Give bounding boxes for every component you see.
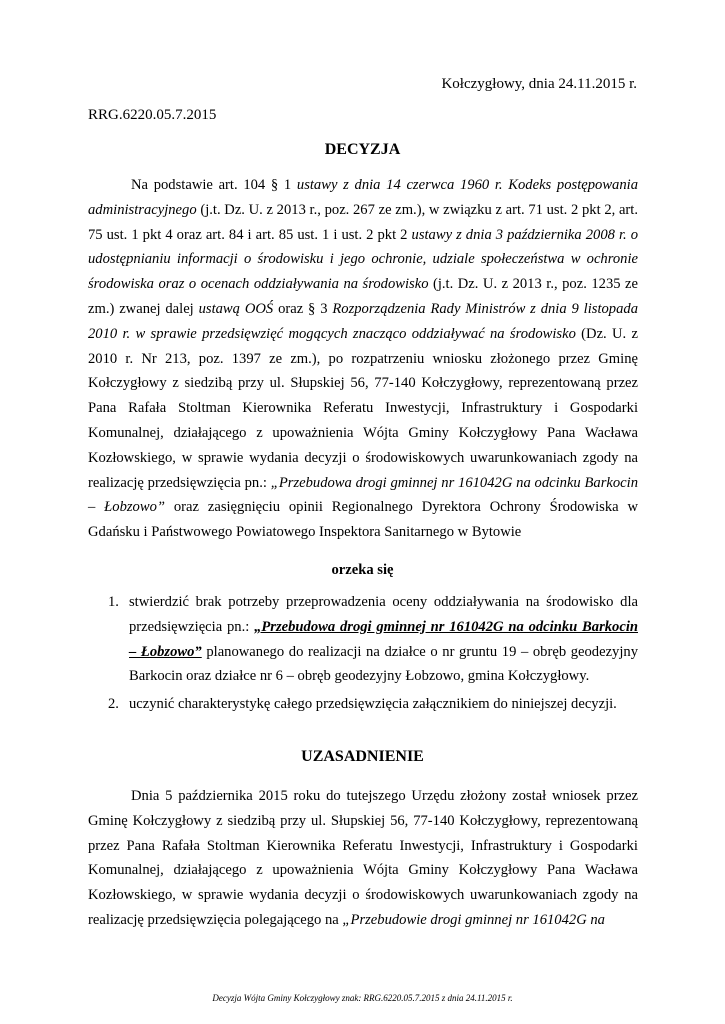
ruling-project-name: „Przebudowa drogi gminnej nr 161042G na odcinku Barkocin – Łobzowo” [129, 618, 638, 660]
legal-basis-text-3: (j.t. Dz. U. z 2013 r., poz. 1235 ze zm.) zwanej dalej [88, 276, 638, 317]
legal-basis-text-5: (Dz. U. z 2010 r. Nr 213, poz. 1397 ze zm.), po rozpatrzeniu wniosku złożonego przez Gminę Kołczygłowy z siedzibą przy ul. Słupskiej 56, 77-140 Kołczygłowy, reprezentowaną przez Pana Rafała Stoltman Kierownika Referatu Inwestycji, Infrastruktury i Gospodarki Komunalnej, działającego z upoważnienia Wójta Gminy Kołczygłowy Pana Wacława Kozłowskiego, w sprawie wydania decyzji o środowiskowych uwarunkowaniach zgody na realizację przedsięwzięcia pn.: [88, 325, 638, 491]
ruling-item-text: stwierdzić brak potrzeby przeprowadzenia oceny oddziaływania na środowisko dla przedsięwzięcia pn.: [129, 594, 638, 635]
justification-project-name: „Przebudowie drogi gminnej nr 161042G na [342, 911, 605, 928]
ruling-item-number: 2. [108, 696, 119, 713]
ruling-heading: orzeka się [331, 562, 394, 578]
project-name: „Przebudowa drogi gminnej nr 161042G na odcinku Barkocin – Łobzowo” [88, 474, 639, 516]
legal-basis-act-2: ustawy z dnia 3 października 2008 r. o udostępnianiu informacji o środowisku i jego ochronie, udziale społeczeństwa w ochronie środowiska oraz o ocenach oddziaływania na środowisko [88, 226, 638, 293]
legal-basis-paragraph [88, 173, 638, 545]
legal-basis-act-3: ustawą OOŚ [198, 300, 274, 317]
ruling-item-2 [88, 692, 638, 717]
legal-basis-text-4: oraz § 3 [273, 300, 333, 317]
legal-basis-act-4: Rozporządzenia Rady Ministrów z dnia 9 listopada 2010 r. w sprawie przedsięwzięć mogących znacząco oddziaływać na środowisko [88, 300, 638, 342]
ruling-item-text: uczynić charakterystykę całego przedsięwzięcia załącznikiem do niniejszej decyzji. [129, 696, 617, 713]
decision-title: DECYZJA [324, 141, 401, 158]
justification-text: Dnia 5 października 2015 roku do tutejszego Urzędu złożony został wniosek przez Gminę Kołczygłowy z siedzibą przy ul. Słupskiej 56, 77-140 Kołczygłowy, reprezentowaną przez Pana Rafała Stoltman Kierownika Referatu Inwestycji, Infrastruktury i Gospodarki Komunalnej, działającego z upoważnienia Wójta Gminy Kołczygłowy Pana Wacława Kozłowskiego, w sprawie wydania decyzji o środowiskowych uwarunkowaniach zgody na realizację przedsięwzięcia polegającego na [88, 788, 638, 928]
justification-heading: UZASADNIENIE [301, 748, 424, 765]
justification-paragraph [88, 784, 638, 933]
ruling-item-number: 1. [108, 594, 119, 610]
legal-basis-text-2: (j.t. Dz. U. z 2013 r., poz. 267 ze zm.), w związku z art. 71 ust. 2 pkt 2, art. 75 ust. 1 pkt 4 oraz art. 84 i art. 85 ust. 1 i ust. 2 pkt 2 [88, 201, 638, 243]
ruling-list [88, 590, 638, 717]
legal-basis-text-1: Na podstawie art. 104 § 1 [131, 177, 297, 193]
legal-basis-text-6: oraz zasięgnięciu opinii Regionalnego Dyrektora Ochrony Środowiska w Gdańsku i Państwowego Powiatowego Inspektora Sanitarnego w Bytowie [88, 499, 639, 541]
ruling-item-text-cont: planowanego do realizacji na działce o nr gruntu 19 – obręb geodezyjny Barkocin oraz działce nr 6 – obręb geodezyjny Łobzowo, gmina Kołczygłowy. [129, 643, 638, 685]
legal-basis-act-1: ustawy z dnia 14 czerwca 1960 r. Kodeks postępowania administracyjnego [88, 177, 639, 218]
page-footer: Decyzja Wójta Gminy Kołczygłowy znak: RRG.6220.05.7.2015 z dnia 24.11.2015 r. [212, 993, 513, 1003]
reference-number: RRG.6220.05.7.2015 [88, 107, 217, 123]
place-and-date: Kołczygłowy, dnia 24.11.2015 r. [441, 76, 637, 92]
ruling-item-1 [88, 590, 638, 689]
